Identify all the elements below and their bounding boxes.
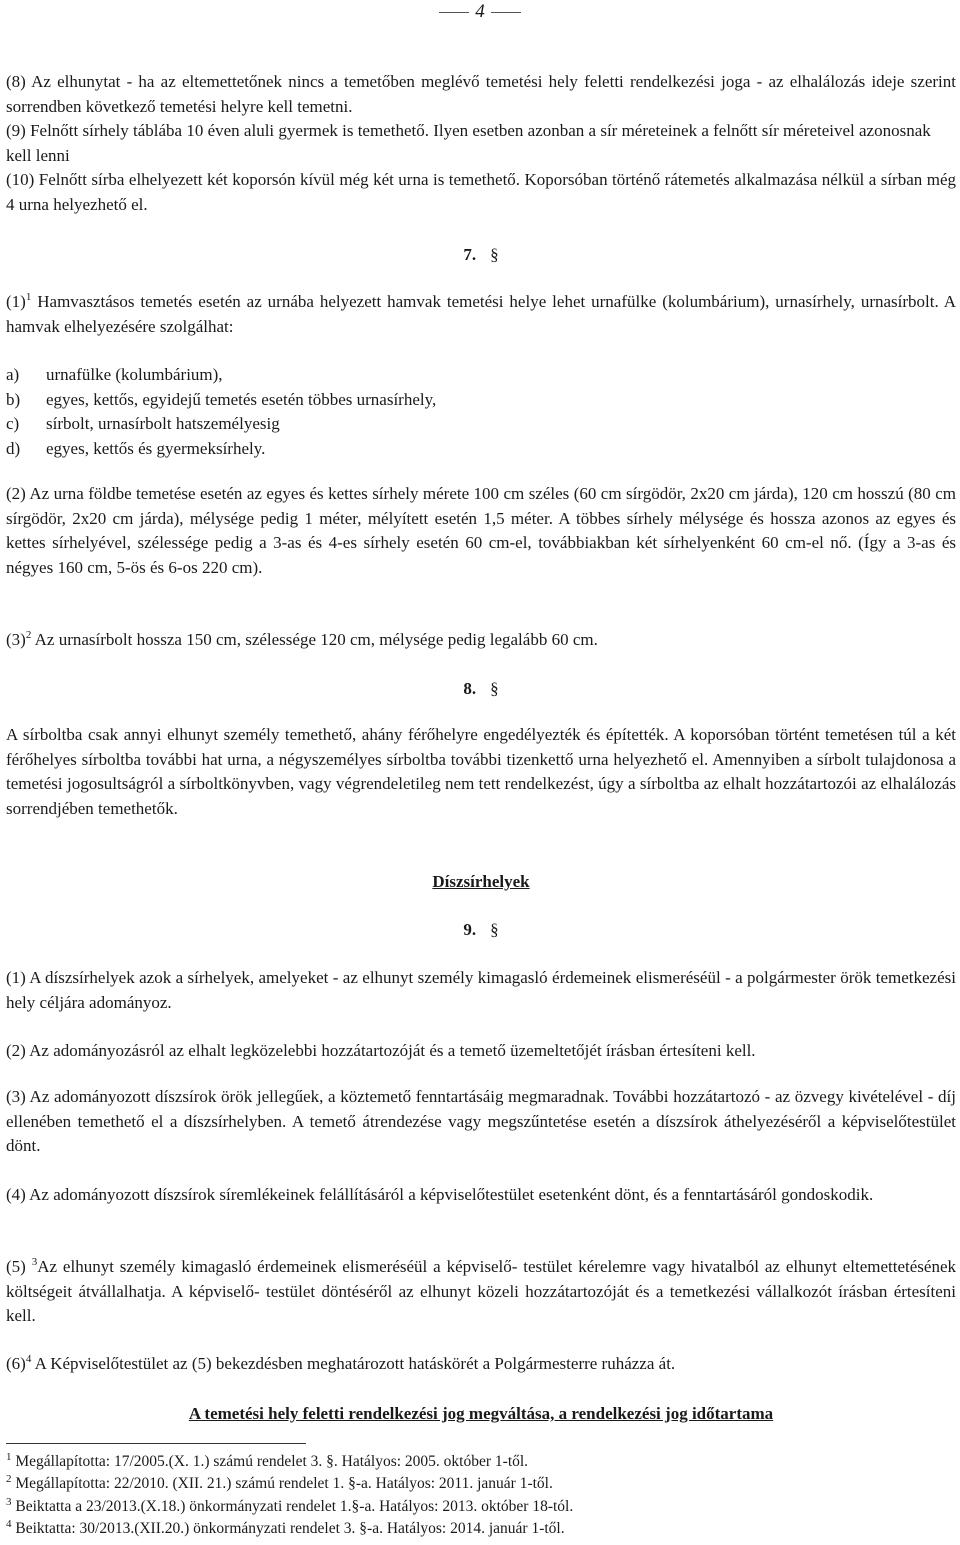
list-item [6,388,956,413]
placement-options-list [6,363,956,461]
para-text: Az elhunyt személy kimagasló érdemeinek elismeréséül a képviselő- testület kérelemre vagy hivatalból az elhunyt eltemettetésének költségeit átvállalhatja. A képviselő- testület döntéséről az elhunyt közeli hozzátartozóját és a temetkezési vállalkozót írásban értesíteni kell. [6,1257,957,1325]
section-7-heading [6,243,956,268]
footnote-ref: 4 [25,1353,32,1365]
heading-megvaltas: A temetési hely feletti rendelkezési jog megváltása, a rendelkezési jog időtartama [188,1404,774,1423]
list-text: sírbolt, urnasírbolt hatszemélyesig [46,414,280,433]
list-item [6,437,956,462]
footnote-ref: 1 [25,291,32,303]
section-number: 7. [463,245,477,264]
paragraph-10: (10) Felnőtt sírba elhelyezett két koporsón kívül még két urna is temethető. Koporsóban történő rátemetés alkalmazása nélkül a sírban még 4 urna helyezhető el. [6,170,956,214]
footnote-text: Beiktatta a 23/2013.(X.18.) önkormányzati rendelet 1.§-a. Hatályos: 2013. október 18-tól. [11,1498,574,1515]
footnote-number: 4 [6,1518,12,1530]
section-9-para-1: (1) A díszsírhelyek azok a sírhelyek, amelyeket - az elhunyt személy kimagasló érdemeinek elismeréséül - a polgármester örök temetkezési hely céljára adományoz. [6,968,956,1012]
footnote-number: 1 [6,1451,12,1463]
footnote-text: Megállapította: 22/2010. (XII. 21.) számú rendelet 1. §-a. Hatályos: 2011. január 1-től. [11,1475,553,1492]
dash-left [439,12,469,13]
section-7-para-2: (2) Az urna földbe temetése esetén az egyes és kettes sírhely mérete 100 cm széles (60 cm sírgödör, 2x20 cm járda), 120 cm hosszú (80 cm sírgödör, 2x20 cm járda), mélysége pedig 1 méter, mélyített esetén 1,5 méter. A többes sírhely mélysége és hossza azonos az egyes és kettes sírhelyével, szélessége pedig a 3-as és 4-es sírhely esetén 60 cm-el, továbbiakban két sírhelyenként 60 cm-el nő. (Így a 3-as és négyes 160 cm, 5-ös és 6-os 220 cm). [6,484,956,577]
page-number [0,0,960,24]
footnote-separator [6,1443,306,1444]
list-marker: a) [6,365,20,384]
para-label: (6) [6,1354,26,1373]
list-text: egyes, kettős, egyidejű temetés esetén többes urnasírhely, [46,389,437,409]
section-9-para-3: (3) Az adományozott díszsírok örök jellegűek, a köztemető fenntartásáig megmaradnak. További hozzátartozó - az özvegy kivételével - díj ellenében temethető el a díszsírhelyben. A temető átrendezése vagy megszűntetése esetén a díszsírok áthelyezéséről a képviselőtestület dönt. [6,1087,956,1155]
section-9-para-2: (2) Az adományozásról az elhalt legközelebbi hozzátartozóját és a temető üzemeltetőjét írásban értesíteni kell. [6,1041,756,1060]
section-7-para-3 [6,628,956,653]
section-8-heading [6,677,956,702]
list-item [6,363,956,388]
footnote-ref: 3 [31,1256,38,1268]
para-label: (1) [6,292,26,311]
footnote-number: 2 [6,1473,12,1485]
para-label: (3) [6,630,26,649]
section-symbol: § [490,920,499,939]
section-symbol: § [490,245,499,264]
list-text: urnafülke (kolumbárium), [46,365,223,384]
section-8-para-1: A sírboltba csak annyi elhunyt személy temethető, ahány férőhelyre engedélyezték és építették. A koporsóban történt temetésen túl a két férőhelyes sírboltba további hat urna, a négyszemélyes sírboltba további tizenkettő urna helyezhető el. Amennyiben a sírbolt tulajdonosa a temetési jogosultságról a sírboltkönyvben, vagy végrendeletileg nem tett rendelkezést, úgy a sírboltba az elhalt hozzátartozói az elhalálozás sorrendjében temethetők. [6,725,956,818]
paragraph-9: (9) Felnőtt sírhely táblába 10 éven aluli gyermek is temethető. Ilyen esetben azonban a sír méreteinek a felnőtt sír méreteivel azonosnak kell lenni [6,121,931,165]
footnote-2 [6,1473,956,1495]
page-number-text: 4 [475,1,485,22]
footnote-text: Megállapította: 17/2005.(X. 1.) számú rendelet 3. §. Hatályos: 2005. október 1-től. [11,1453,529,1470]
section-7-para-1 [6,290,956,339]
footnote-number: 3 [6,1496,12,1508]
section-9-para-4: (4) Az adományozott díszsírok síremlékeinek felállításáról a képviselőtestület esetenként dönt, és a fenntartásáról gondoskodik. [6,1185,874,1204]
footnote-4 [6,1518,956,1540]
section-number: 9. [463,920,477,939]
para-text: Az urnasírbolt hossza 150 cm, szélessége 120 cm, mélysége pedig legalább 60 cm. [31,630,598,649]
dash-right [491,12,521,13]
section-9-para-6 [6,1352,956,1377]
footnote-1 [6,1451,956,1473]
section-symbol: § [490,679,499,698]
footnote-3 [6,1496,956,1518]
list-item [6,412,956,437]
paragraph-8: (8) Az elhunytat - ha az eltemettetőnek nincs a temetőben meglévő temetési hely feletti rendelkezési joga - az elhalálozás ideje szerint sorrendben következő temetési helyre kell temetni. [6,72,956,116]
para-text: A Képviselőtestület az (5) bekezdésben meghatározott hatáskörét a Polgármesterre ruházza át. [31,1354,676,1373]
list-marker: b) [6,389,21,409]
list-marker: c) [6,414,20,433]
list-marker: d) [6,438,21,458]
heading-diszsirhelyek: Díszsírhelyek [432,872,530,891]
footnote-ref: 2 [25,629,32,641]
footnote-text: Beiktatta: 30/2013.(XII.20.) önkormányzati rendelet 3. §-a. Hatályos: 2014. január 1-től. [11,1520,565,1537]
para-text: Hamvasztásos temetés esetén az urnába helyezett hamvak temetési helye lehet urnafülke (kolumbárium), urnasírhely, urnasírbolt. A hamvak elhelyezésére szolgálhat: [6,292,956,336]
section-9-para-5 [6,1255,956,1329]
list-text: egyes, kettős és gyermeksírhely. [46,438,266,458]
section-9-heading [6,918,956,943]
para-label: (5) [6,1257,32,1276]
section-number: 8. [463,679,477,698]
